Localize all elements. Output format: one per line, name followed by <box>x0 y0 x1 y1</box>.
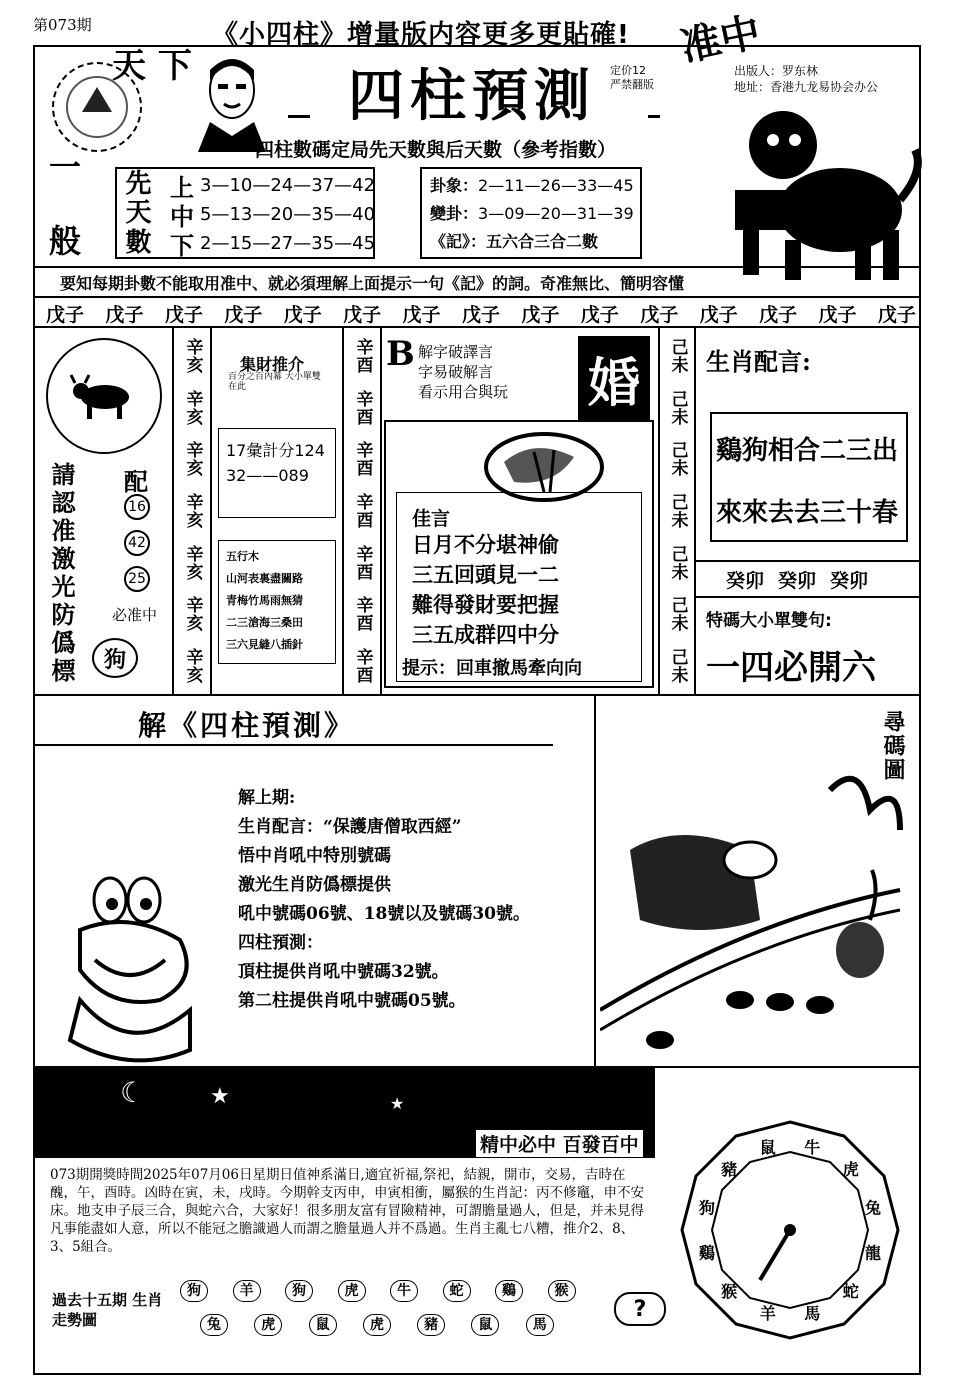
big-char: 婚 <box>587 352 640 414</box>
notice-text: 要知每期卦數不能取用准中、就必須理解上面提示一句《記》的詞。奇准無比、簡明容懂 <box>60 274 685 293</box>
animal-scene <box>600 770 910 1060</box>
zodiac-wheel-label: 牛 <box>804 1137 821 1157</box>
wuxing-line: 青梅竹馬雨無猜 <box>226 594 303 607</box>
zodiac-wheel-label: 龍 <box>865 1243 882 1263</box>
gua-row <box>430 173 634 201</box>
ji-value: 五六合三合二數 <box>486 232 599 251</box>
seal-stamp <box>52 62 142 152</box>
xinyou-item: 辛酉 <box>352 389 373 426</box>
question-mark: ? <box>633 1296 647 1322</box>
xinyou-item: 辛酉 <box>352 441 373 478</box>
trend-zodiac-chip: 蛇 <box>443 1280 471 1302</box>
row-pos: 上 <box>170 173 194 202</box>
page-title: 四柱預測 <box>348 63 596 129</box>
cartoon-mascot <box>40 860 220 1070</box>
divider <box>33 326 921 328</box>
trend-zodiac-chip: 鼠 <box>309 1314 337 1336</box>
ox-badge <box>46 338 162 454</box>
center-line: 看示用合與玩 <box>418 383 509 401</box>
xinyou-item: 辛酉 <box>352 492 373 529</box>
seal-icon <box>62 72 132 142</box>
dog-badge <box>92 638 138 678</box>
dog-text: 狗 <box>103 647 126 673</box>
xunma-label: 尋碼圖 <box>880 710 906 782</box>
star-icon: ★ <box>210 1084 230 1109</box>
xiantian-label: 先 <box>125 169 153 200</box>
wuzi-item: 戊子 <box>640 304 679 326</box>
wuxing-line: 五行木 <box>226 550 259 563</box>
jiayan-line: 三五回頭見一二 <box>412 562 559 587</box>
xinyou-column <box>344 330 380 692</box>
guimao-item: 癸卯 <box>778 570 817 592</box>
zodiac-wheel-label: 鼠 <box>759 1137 776 1157</box>
jiwei-item: 己未 <box>667 337 688 374</box>
anti-fake-slogan: 請認准激光防僞標 <box>47 462 76 686</box>
xinhai-item: 辛亥 <box>182 389 203 426</box>
gua-row <box>430 229 634 257</box>
trend-top-row <box>180 1278 600 1306</box>
pei-number <box>124 494 150 520</box>
jiayan-line: 三五成群四中分 <box>412 622 559 647</box>
wuzi-item: 戊子 <box>46 304 85 326</box>
gua-nums: 2—11—26—33—45 <box>478 176 634 195</box>
pei-number <box>124 530 150 556</box>
trend-bottom-row <box>200 1312 580 1340</box>
sum-line1: 17彙計分124 <box>226 441 325 460</box>
xinhai-item: 辛亥 <box>182 596 203 633</box>
special-value: 一四必開六 <box>706 648 876 688</box>
jiayan-lines <box>412 530 559 650</box>
dash-left <box>288 115 310 118</box>
banner-slogan: 《小四柱》增量版内容更多更貼確! <box>212 20 630 50</box>
zodiac-wheel-label: 狗 <box>698 1198 715 1218</box>
xiantian-row <box>170 229 375 258</box>
jiwei-item: 己未 <box>667 596 688 633</box>
publisher-text: 出版人：罗东林 <box>734 64 819 78</box>
wuxing-lines <box>226 546 303 656</box>
jie-line: 頂柱提供肖吼中號碼32號。 <box>238 962 449 982</box>
xinhai-item: 辛亥 <box>182 648 203 685</box>
jie-line: 悟中肖吼中特別號碼 <box>238 846 391 866</box>
jiwei-item: 己未 <box>667 492 688 529</box>
wuzi-item: 戊子 <box>224 304 263 326</box>
wuzi-row <box>46 300 916 327</box>
zodiac-wheel-label: 羊 <box>759 1304 776 1324</box>
no-copy-text: 严禁翻版 <box>610 78 654 91</box>
jiayan-line: 日月不分堪神偷 <box>412 532 559 557</box>
pei-number-text: 25 <box>128 571 146 587</box>
shengxiao-title: 生肖配言: <box>706 347 811 376</box>
dash-right <box>648 115 660 118</box>
trend-zodiac-chip: 狗 <box>180 1280 208 1302</box>
wuzi-item: 戊子 <box>877 304 916 326</box>
jie-line: 四柱預測： <box>238 933 323 953</box>
center-line: 解字破譯言 <box>418 343 494 361</box>
trend-zodiac-chip: 豬 <box>417 1314 445 1336</box>
gua-nums: 3—09—20—31—39 <box>478 204 634 223</box>
jie-line: 第二柱提供肖吼中號碼05號。 <box>238 991 466 1011</box>
jie-title: 解《四柱預測》 <box>138 709 356 742</box>
divider <box>694 560 921 562</box>
wuzi-item: 戊子 <box>818 304 857 326</box>
sum-line2: 32——089 <box>226 466 309 485</box>
zodiac-wheel-label: 鷄 <box>698 1243 715 1263</box>
center-tip: 提示：回車撤馬牽向向 <box>402 658 582 679</box>
trend-zodiac-chip: 牛 <box>390 1280 418 1302</box>
recommend-sub: 百分之百內幕 大小單雙在此 <box>228 372 321 392</box>
jiwei-item: 己未 <box>667 441 688 478</box>
big-char-box <box>578 336 650 420</box>
zodiac-wheel-label: 馬 <box>804 1304 821 1324</box>
xinyou-item: 辛酉 <box>352 596 373 633</box>
xinhai-item: 辛亥 <box>182 441 203 478</box>
recommend-title: 集財推介 <box>240 355 305 374</box>
zodiac-wheel-graphic <box>680 1120 900 1340</box>
trend-label: 過去十五期 生肖走勢圖 <box>52 1291 163 1329</box>
jie-line: 吼中號碼06號、18號以及號碼30號。 <box>238 904 530 924</box>
wuxing-line: 三六見縫八插針 <box>226 638 303 651</box>
xinyou-item: 辛酉 <box>352 544 373 581</box>
row-pos: 中 <box>170 202 194 231</box>
b-badge: B <box>386 334 415 374</box>
xinyou-item: 辛酉 <box>352 337 373 374</box>
price-text: 定价12 <box>610 64 646 77</box>
bottom-paragraph: 073期開獎時間2025年07月06日星期日值神系滿日,適宜祈福,祭祀，結親，開市，交易，吉時在醜，午，酉時。凶時在寅，未，戌時。今期幹支丙申，申寅相衝，屬猴的生肖記：丙不修竈，申不安床。地支申子辰三合，與蛇六合，大家好！很多朋友富有冒險精神，可謂膽量過人，但是，并未見得凡事能盡如人意，所以不能冠之膽識過人而謂之膽量過人并不爲過。生肖主亂七八糟，推介2、8、3、5組合。 <box>50 1167 644 1255</box>
row-nums: 3—10—24—37—42 <box>200 175 376 196</box>
row-nums: 2—15—27—35—45 <box>200 233 376 254</box>
wuzi-item: 戊子 <box>283 304 322 326</box>
divider <box>33 266 921 268</box>
trend-zodiac-chip: 猴 <box>548 1280 576 1302</box>
xinhai-item: 辛亥 <box>182 337 203 374</box>
divider <box>33 744 553 746</box>
subtitle: 四柱數碼定局先天數與后天數（參考指數） <box>255 139 617 161</box>
zodiac-wheel-label: 猴 <box>721 1281 738 1301</box>
trend-zodiac-chip: 羊 <box>233 1280 261 1302</box>
jiwei-item: 己未 <box>667 648 688 685</box>
jie-lines <box>238 784 530 1016</box>
mascot-icon <box>40 860 220 1070</box>
divider <box>210 326 212 694</box>
trend-zodiac-chip: 兔 <box>200 1314 228 1336</box>
trend-zodiac-chip: 虎 <box>254 1314 282 1336</box>
guimao-item: 癸卯 <box>830 570 869 592</box>
wuzi-item: 戊子 <box>521 304 560 326</box>
pei-number-text: 42 <box>128 535 146 551</box>
wuzi-item: 戊子 <box>164 304 203 326</box>
ji-label: 《記》： <box>430 232 487 251</box>
jiayan-title: 佳言 <box>412 508 451 530</box>
wuzi-item: 戊子 <box>105 304 144 326</box>
jie-line: 解上期: <box>238 788 296 808</box>
wuzi-item: 戊子 <box>759 304 798 326</box>
guimao-item: 癸卯 <box>726 570 765 592</box>
divider <box>33 296 921 298</box>
trend-zodiac-chip: 馬 <box>526 1314 554 1336</box>
pei-number-text: 16 <box>128 499 146 515</box>
center-lines <box>418 342 508 402</box>
row-pos: 下 <box>170 231 194 260</box>
jiayan-line: 難得發財要把握 <box>412 592 559 617</box>
address-text: 地址：香港九龙易协会办公 <box>734 80 879 94</box>
shengxiao-line: 來來去去三十春 <box>716 498 899 528</box>
zodiac-wheel-label: 虎 <box>842 1160 859 1180</box>
special-title: 特碼大小單雙句: <box>706 611 832 631</box>
center-line: 字易破解言 <box>418 363 494 381</box>
ox-icon <box>69 371 139 421</box>
zodiac-wheel-label: 蛇 <box>842 1281 859 1301</box>
xiantian-rows <box>170 171 375 258</box>
guimao-row <box>726 566 868 593</box>
xinhai-item: 辛亥 <box>182 492 203 529</box>
trend-zodiac-chip: 鼠 <box>471 1314 499 1336</box>
bottom-slogan: 精中必中 百發百中 <box>476 1130 643 1157</box>
gua-label: 卦象： <box>430 176 479 195</box>
must-text: 必准中 <box>112 606 158 624</box>
xiantian-label: 天 <box>125 198 153 229</box>
divider <box>594 694 596 1066</box>
wuxing-line: 二三滄海三桑田 <box>226 616 303 629</box>
jie-line: 激光生肖防僞標提供 <box>238 875 391 895</box>
pei-number <box>124 566 150 592</box>
xiantian-labels <box>124 170 154 258</box>
issue-number: 第073期 <box>33 16 92 34</box>
wuzi-item: 戊子 <box>402 304 441 326</box>
sky-chars: 天 下 <box>112 46 192 86</box>
pei-label: 配 <box>124 467 148 496</box>
jiwei-item: 己未 <box>667 544 688 581</box>
shengxiao-line: 鷄狗相合二三出 <box>716 436 899 466</box>
wuzi-item: 戊子 <box>461 304 500 326</box>
gua-row <box>430 201 634 229</box>
question-badge <box>614 1292 666 1326</box>
wuzi-item: 戊子 <box>343 304 382 326</box>
wuxing-line: 山河表裏盡關路 <box>226 572 303 585</box>
xiantian-row <box>170 200 375 229</box>
xinhai-column <box>174 330 210 692</box>
trend-zodiac-chip: 虎 <box>338 1280 366 1302</box>
divider <box>694 326 696 694</box>
jie-line: 生肖配言：“保護唐僧取西經” <box>238 817 462 837</box>
xiantian-label: 數 <box>125 227 153 258</box>
xiantian-row <box>170 171 375 200</box>
moon-icon: ☾ <box>120 1076 146 1109</box>
divider <box>33 694 921 696</box>
xinyou-item: 辛酉 <box>352 648 373 685</box>
gua-rows <box>430 173 634 257</box>
trend-zodiac-chip: 虎 <box>363 1314 391 1336</box>
trend-zodiac-chip: 鷄 <box>495 1280 523 1302</box>
zodiac-wheel <box>680 1120 900 1340</box>
wuzi-item: 戊子 <box>580 304 619 326</box>
wuzi-item: 戊子 <box>699 304 738 326</box>
star-icon: ★ <box>390 1094 405 1113</box>
jiwei-item: 己未 <box>667 389 688 426</box>
stamp-text: 准中 <box>676 8 765 71</box>
zodiac-wheel-label: 豬 <box>721 1160 738 1180</box>
divider <box>380 326 382 694</box>
zodiac-wheel-label: 兔 <box>865 1198 882 1218</box>
trend-zodiac-chip: 狗 <box>285 1280 313 1302</box>
xinhai-item: 辛亥 <box>182 544 203 581</box>
gua-label: 變卦： <box>430 204 479 223</box>
jiwei-column <box>660 330 694 692</box>
row-nums: 5—13—20—35—40 <box>200 204 376 225</box>
divider <box>694 596 921 598</box>
side-chars: 一 般 <box>44 150 82 258</box>
animal-scene-icon <box>600 770 910 1060</box>
